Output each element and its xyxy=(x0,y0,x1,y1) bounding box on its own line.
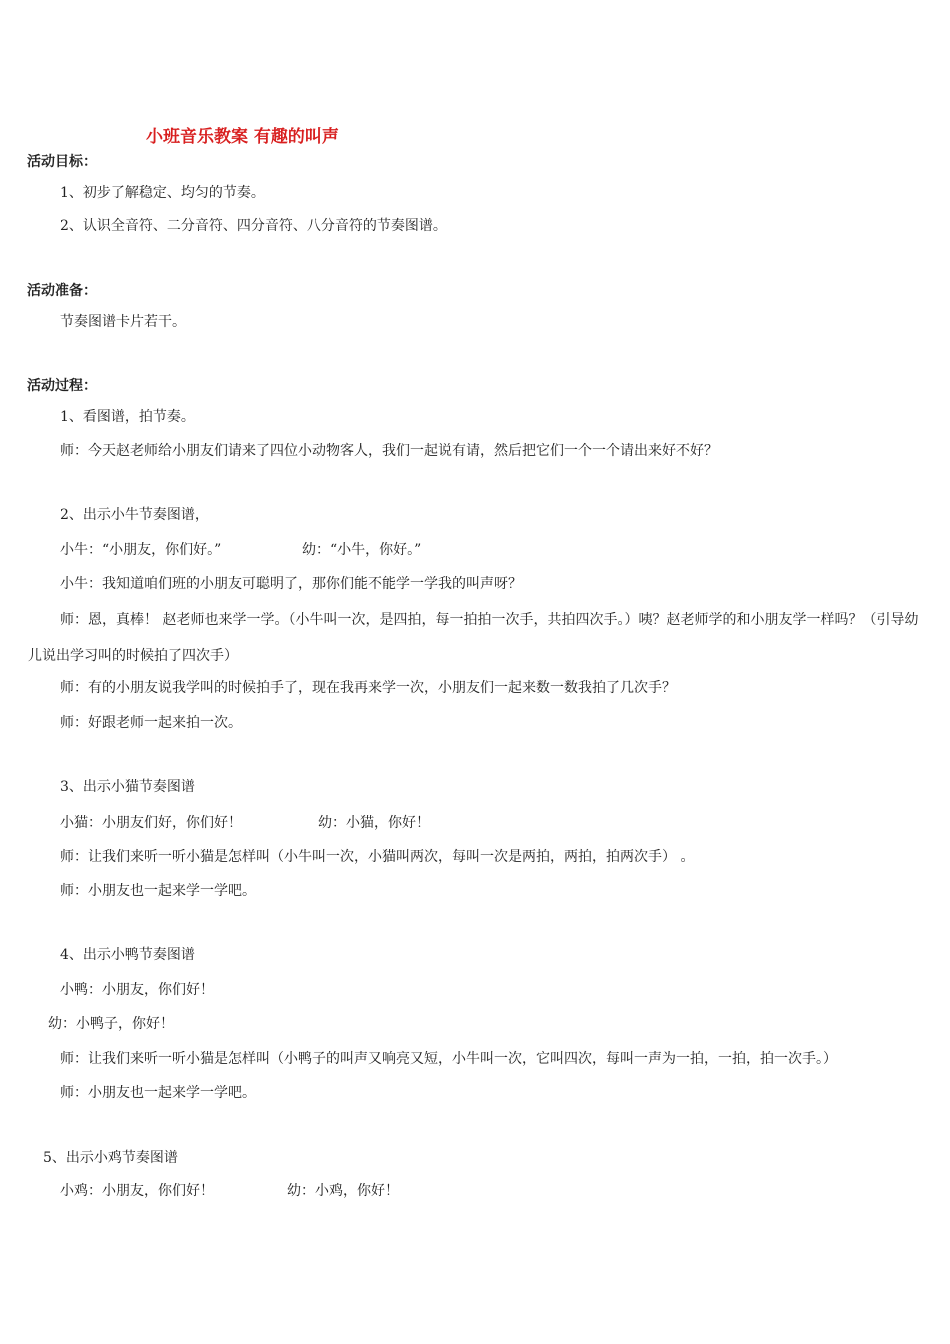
step2-line-5: 师：好跟老师一起来拍一次。 xyxy=(60,715,242,731)
step1-line-1: 师：今天赵老师给小朋友们请来了四位小动物客人，我们一起说有请，然后把它们一个一个请出来好不好？ xyxy=(60,443,718,459)
step4-title: 4、出示小鸭节奏图谱 xyxy=(60,947,195,963)
goal-item-1: 1、初步了解稳定、均匀的节奏。 xyxy=(60,185,265,201)
process-heading: 活动过程： xyxy=(27,378,97,394)
step4-line-1: 小鸭：小朋友，你们好！ xyxy=(60,982,214,998)
step5-line-1b: 幼：小鸡，你好！ xyxy=(287,1183,399,1199)
step4-line-2: 幼：小鸭子，你好！ xyxy=(48,1016,174,1032)
step2-line-1a: 小牛：“小朋友，你们好。” xyxy=(60,542,222,558)
step2-line-3: 师：恩，真棒！ 赵老师也来学一学。（小牛叫一次，是四拍，每一拍拍一次手，共拍四次手。）咦？赵老师学的和小朋友学一样吗？（引导幼儿说出学习叫的时候拍了四次手） xyxy=(28,612,919,664)
step3-line-1a: 小猫：小朋友们好，你们好！ xyxy=(60,815,242,831)
prep-heading: 活动准备： xyxy=(27,283,97,299)
step3-line-3: 师：小朋友也一起来学一学吧。 xyxy=(60,883,256,899)
step2-line-4: 师：有的小朋友说我学叫的时候拍手了，现在我再来学一次，小朋友们一起来数一数我拍了几次手？ xyxy=(60,680,676,696)
prep-text: 节奏图谱卡片若干。 xyxy=(60,314,186,330)
step2-title: 2、出示小牛节奏图谱， xyxy=(60,507,209,523)
document-title: 小班音乐教案 有趣的叫声 xyxy=(146,127,339,147)
step3-title: 3、出示小猫节奏图谱 xyxy=(60,779,195,795)
goals-heading: 活动目标： xyxy=(27,154,97,170)
step1-title: 1、看图谱，拍节奏。 xyxy=(60,409,195,425)
step3-line-1b: 幼：小猫，你好！ xyxy=(318,815,430,831)
step4-line-4: 师：小朋友也一起来学一学吧。 xyxy=(60,1085,256,1101)
step3-line-2: 师：让我们来听一听小猫是怎样叫（小牛叫一次，小猫叫两次，每叫一次是两拍，两拍，拍两次手） 。 xyxy=(60,849,695,865)
step4-line-3: 师：让我们来听一听小猫是怎样叫（小鸭子的叫声又响亮又短，小牛叫一次，它叫四次，每叫一声为一拍，一拍，拍一次手。） xyxy=(60,1051,837,1067)
step2-line-1b: 幼：“小牛，你好。” xyxy=(302,542,422,558)
step2-line-2: 小牛：我知道咱们班的小朋友可聪明了，那你们能不能学一学我的叫声呀？ xyxy=(60,576,522,592)
step5-line-1a: 小鸡：小朋友，你们好！ xyxy=(60,1183,214,1199)
step5-title: 5、出示小鸡节奏图谱 xyxy=(43,1150,178,1166)
goal-item-2: 2、认识全音符、二分音符、四分音符、八分音符的节奏图谱。 xyxy=(60,218,447,234)
